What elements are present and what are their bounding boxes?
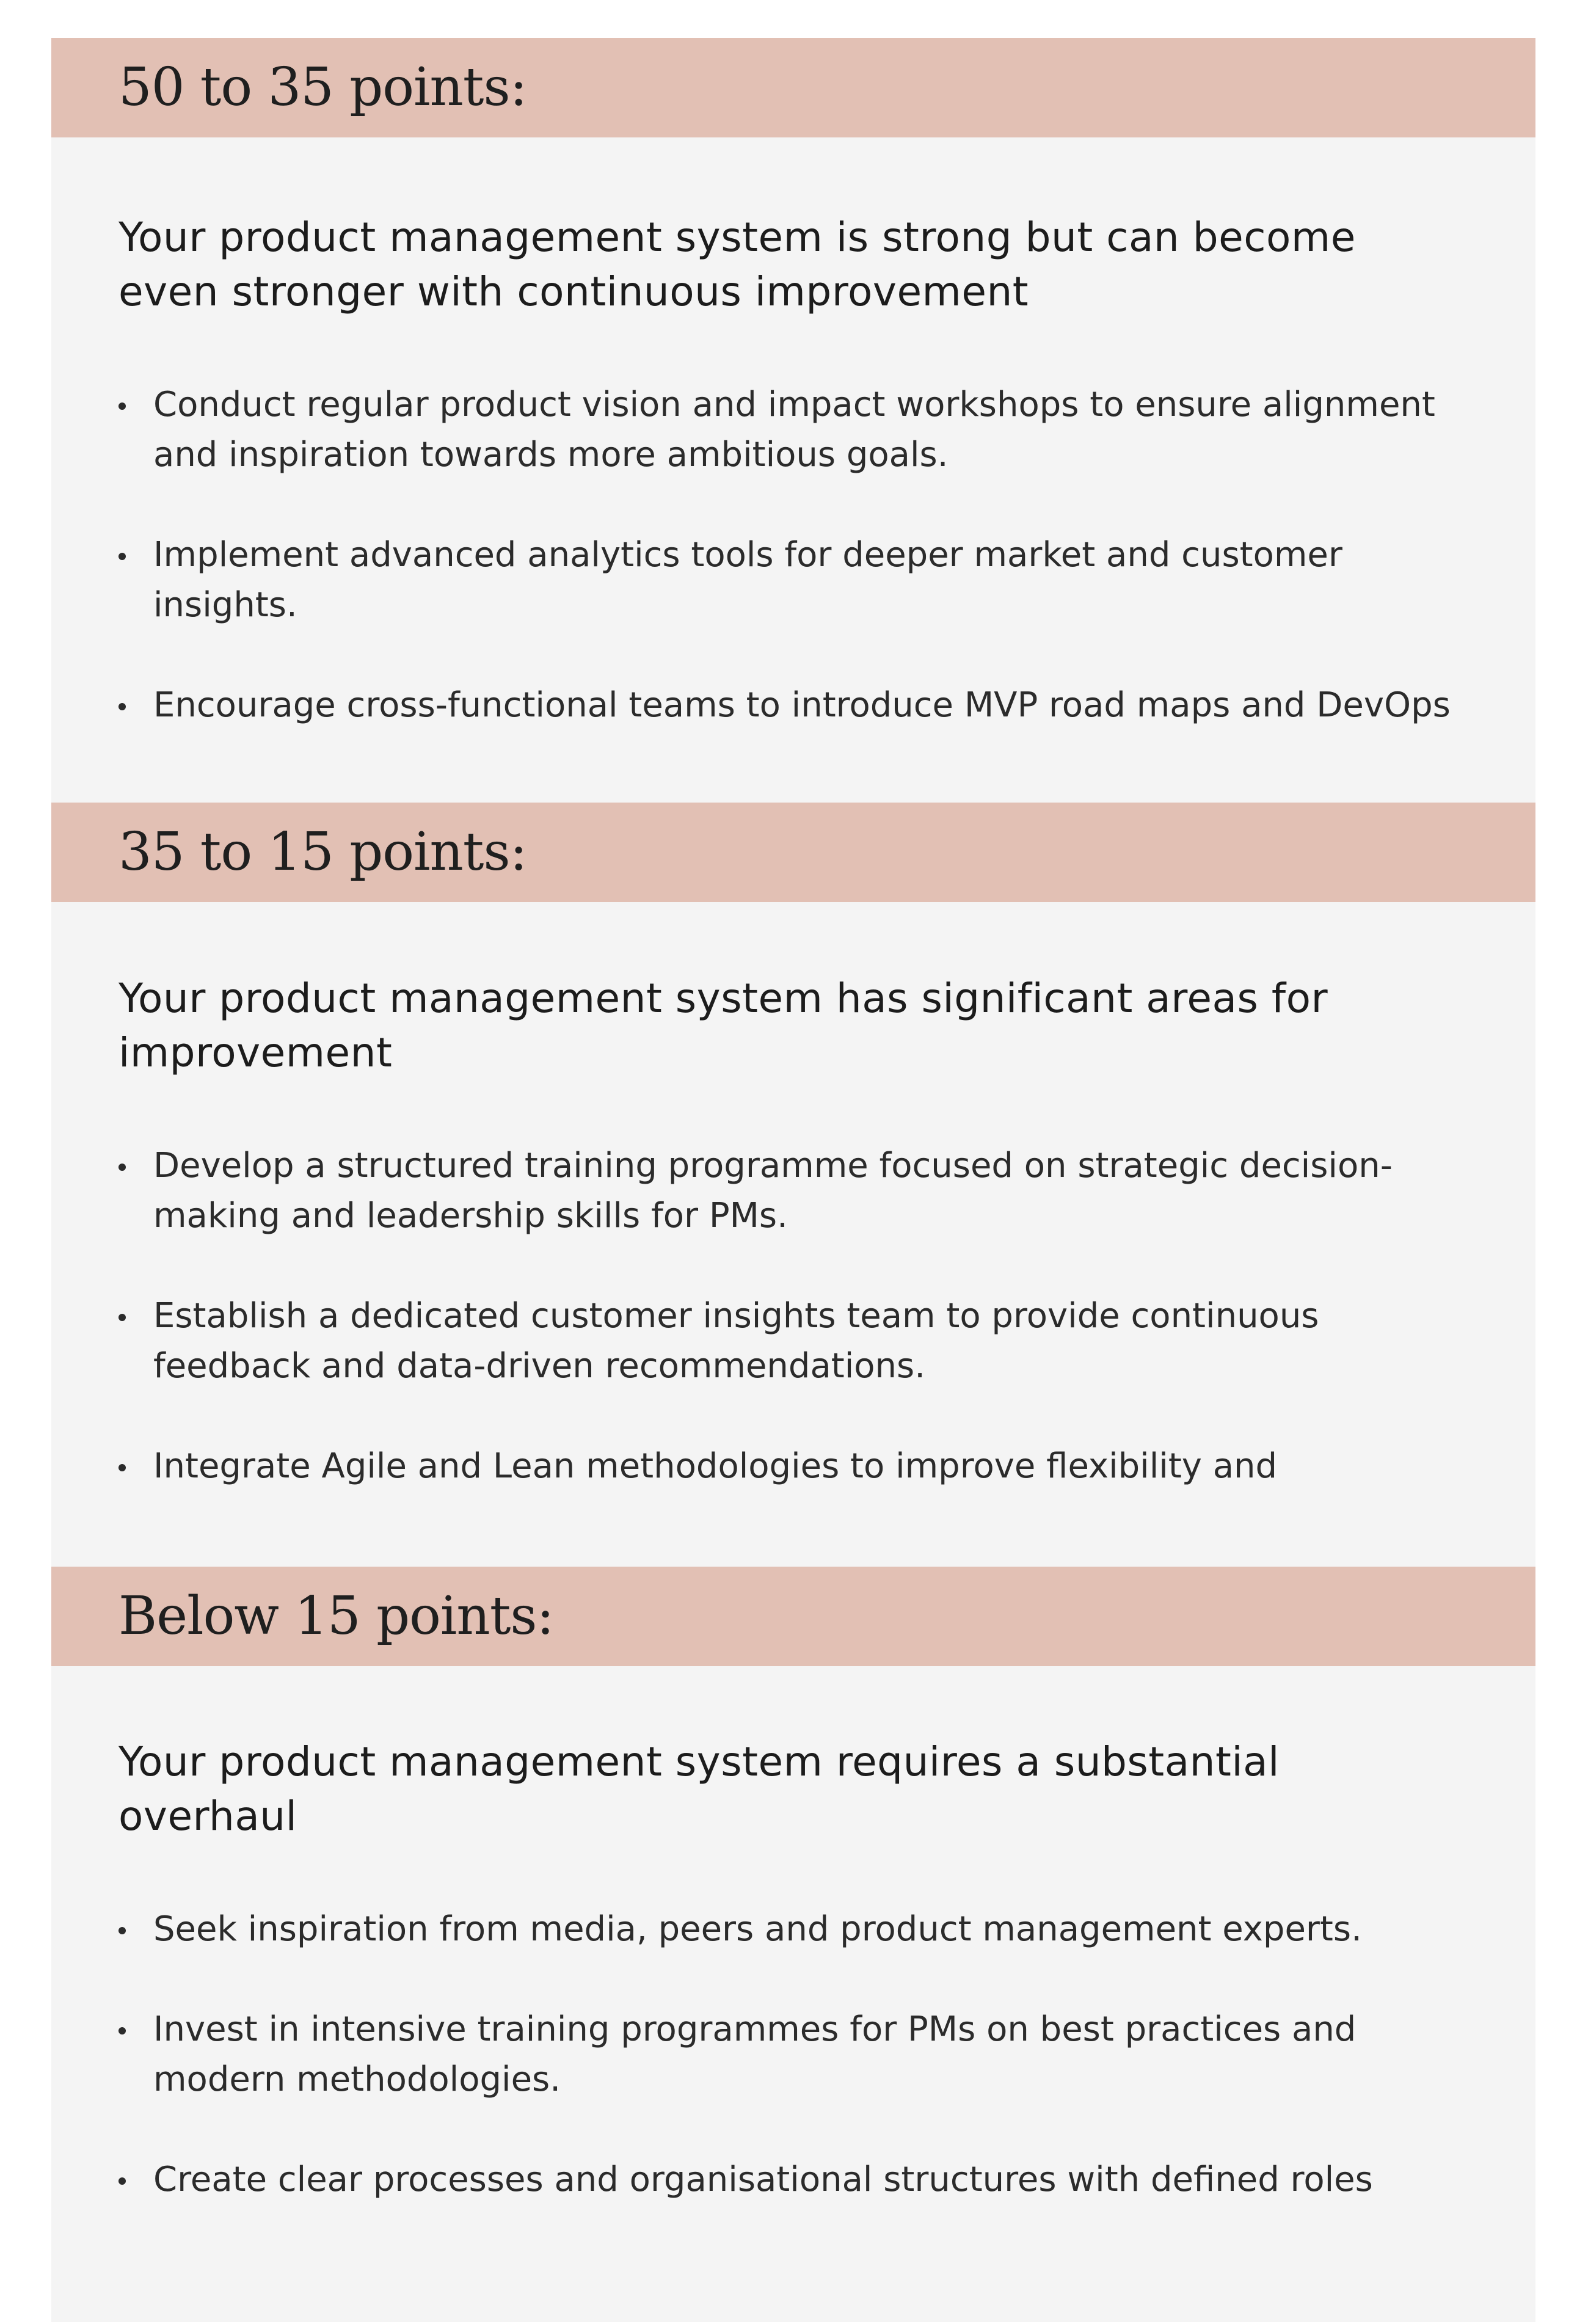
- bullet-icon: [118, 553, 126, 560]
- bullet-icon: [118, 1314, 126, 1321]
- bullet-icon: [118, 2177, 126, 2185]
- section-heading: Below 15 points:: [118, 1586, 554, 1647]
- bullet-icon: [118, 2027, 126, 2034]
- list-item: Integrate Agile and Lean methodologies to improve flexibility and: [118, 1441, 1493, 1492]
- bullet-icon: [118, 703, 126, 710]
- list-item: Seek inspiration from media, peers and product management experts.: [118, 1904, 1493, 1954]
- section-subtitle: Your product management system is strong but can become even stronger with continuous improvement: [118, 214, 1356, 315]
- section-header-50-35: [51, 38, 1535, 137]
- bullet-icon: [118, 1464, 126, 1471]
- list-item: Conduct regular product vision and impact workshops to ensure alignment and inspiration towards more ambitious goals.: [118, 380, 1493, 480]
- list-item: Invest in intensive training programmes for PMs on best practices and modern methodologies.: [118, 2005, 1493, 2105]
- list-item: Develop a structured training programme focused on strategic decision- making and leadership skills for PMs.: [118, 1141, 1493, 1241]
- section-header-35-15: [51, 803, 1535, 902]
- section-body-35-15: [118, 971, 1493, 1492]
- section-heading: 50 to 35 points:: [118, 57, 527, 118]
- section-subtitle: Your product management system has significant areas for improvement: [118, 975, 1328, 1076]
- section-body-50-35: [118, 210, 1493, 730]
- bullet-icon: [118, 1164, 126, 1171]
- section-body-below-15: [118, 1735, 1493, 2205]
- section-heading: 35 to 15 points:: [118, 821, 527, 883]
- recommendation-list: [118, 380, 1493, 730]
- section-subtitle: Your product management system requires a substantial overhaul: [118, 1738, 1280, 1840]
- section-header-below-15: [51, 1567, 1535, 1666]
- bullet-icon: [118, 1927, 126, 1934]
- list-item: Create clear processes and organisational structures with defined roles: [118, 2155, 1493, 2205]
- list-item: Encourage cross-functional teams to introduce MVP road maps and DevOps: [118, 680, 1493, 730]
- recommendation-list: [118, 1141, 1493, 1492]
- list-item: Establish a dedicated customer insights team to provide continuous feedback and data-driven recommendations.: [118, 1291, 1493, 1391]
- list-item: Implement advanced analytics tools for deeper market and customer insights.: [118, 530, 1493, 630]
- recommendation-list: [118, 1904, 1493, 2205]
- bullet-icon: [118, 403, 126, 410]
